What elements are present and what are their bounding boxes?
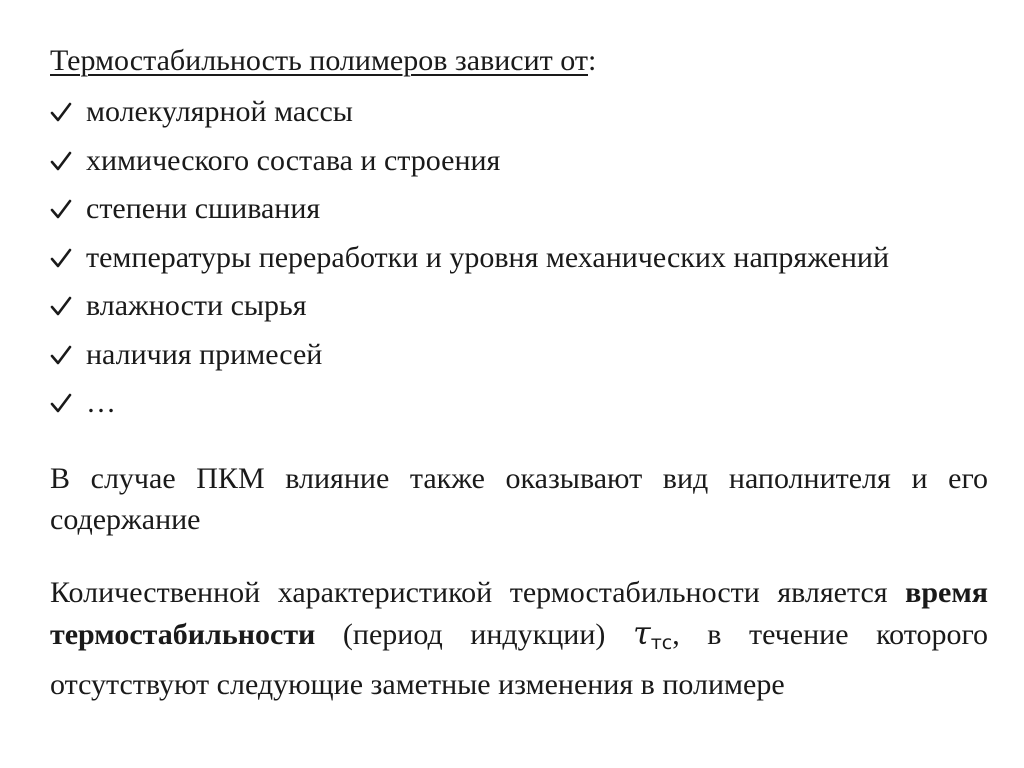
list-item-label: … [86,386,116,420]
list-item-label: температуры переработки и уровня механических напряжений [86,240,890,274]
tau-symbol: τ [633,614,651,652]
list-item-label: наличия примесей [86,337,323,371]
list-item-label: химического состава и строения [86,143,501,177]
bold-term: время термостабильности [50,576,989,651]
check-icon [50,344,72,366]
list-item [50,137,889,186]
paragraph-tail: , в течение которого отсутствуют следующие заметные изменения в полимере [50,618,989,701]
list-item [50,331,889,380]
paragraph-thermostability-time [50,572,988,705]
list-item [50,88,889,137]
check-icon [50,295,72,317]
heading-text: Термостабильность полимеров зависит от [50,44,588,77]
list-item-label: степени сшивания [86,192,321,226]
section-heading [50,41,596,81]
list-item [50,282,889,331]
tau-subscript: тс [650,632,673,654]
list-item-label: молекулярной массы [86,95,353,129]
factor-list [50,88,889,428]
check-icon [50,150,72,172]
list-item [50,185,889,234]
check-icon [50,101,72,123]
paragraph-middle: (период индукции) [342,618,606,651]
slide-content [50,0,988,768]
heading-colon: : [588,44,597,77]
list-item [50,234,889,283]
list-item-label: влажности сырья [86,289,307,323]
check-icon [50,392,72,414]
paragraph-pkm: В случае ПКМ влияние также оказывают вид наполнителя и его содержание [50,462,988,536]
check-icon [50,198,72,220]
check-icon [50,247,72,269]
list-item [50,379,889,428]
paragraph-intro: Количественной характеристикой термостабильности является [50,576,888,609]
